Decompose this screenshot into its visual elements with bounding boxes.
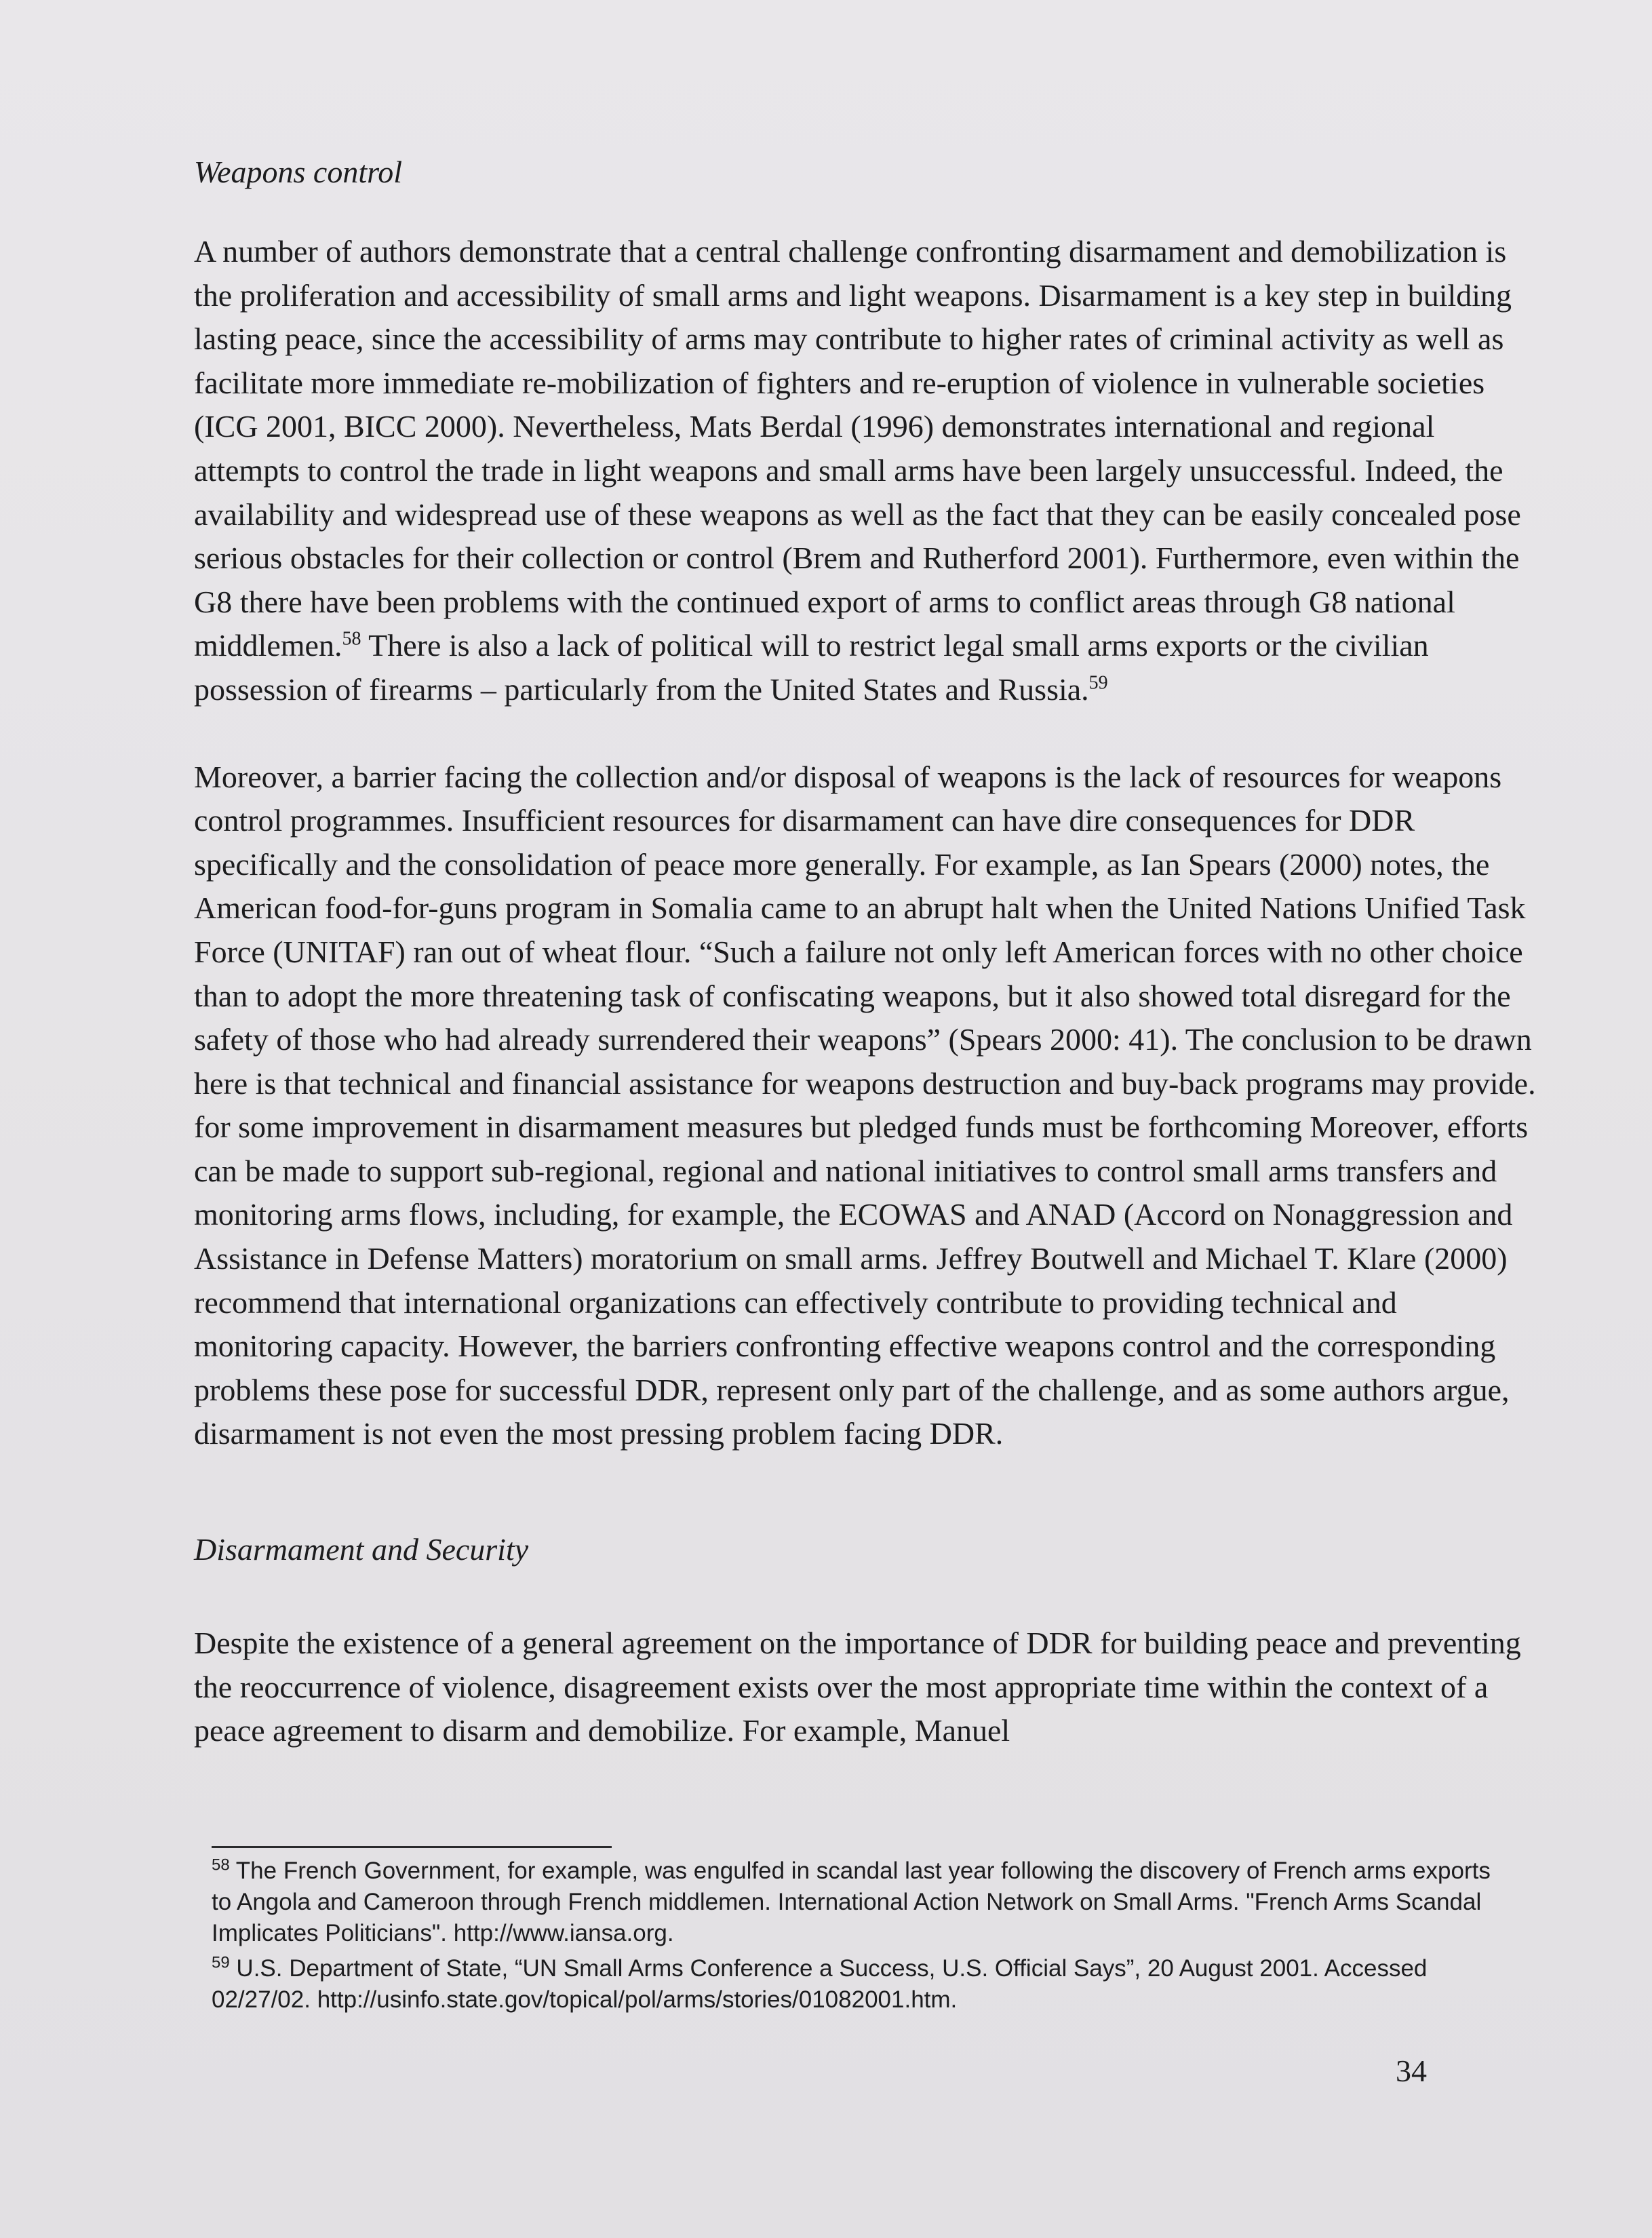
footnote-59: [212, 1953, 1500, 2016]
footnote-text: U.S. Department of State, “UN Small Arms Conference a Success, U.S. Official Says”, 20 August 2001. Accessed 02/27/02. http://usinfo.state.gov/topical/pol/arms/stories/01082001.htm.: [212, 1955, 1428, 2013]
paragraph-weapons-2: Moreover, a barrier facing the collection and/or disposal of weapons is the lack of resources for weapons control programmes. Insufficient resources for disarmament can have dire consequences for DDR specifically and the consolidation of peace more generally. For example, as Ian Spears (2000) notes, the American food-for-guns program in Somalia came to an abrupt halt when the United Nations Unified Task Force (UNITAF) ran out of wheat flour. “Such a failure not only left American forces with no other choice than to adopt the more threatening task of confiscating weapons, but it also showed total disregard for the safety of those who had already surrendered their weapons” (Spears 2000: 41). The conclusion to be drawn here is that technical and financial assistance for weapons destruction and buy-back programs may provide. for some improvement in disarmament measures but pledged funds must be forthcoming Moreover, efforts can be made to support sub-regional, regional and national initiatives to control small arms transfers and monitoring arms flows, including, for example, the ECOWAS and ANAD (Accord on Nonaggression and Assistance in Defense Matters) moratorium on small arms. Jeffrey Boutwell and Michael T. Klare (2000) recommend that international organizations can effectively contribute to providing technical and monitoring capacity. However, the barriers confronting effective weapons control and the corresponding problems these pose for successful DDR, represent only part of the challenge, and as some authors argue, disarmament is not even the most pressing problem facing DDR.: [194, 759, 1536, 1451]
footnotes: [212, 1856, 1500, 2020]
paragraph-weapons-1: [194, 230, 1537, 712]
footnote-number: 59: [212, 1953, 230, 1972]
footnote-ref-59: 59: [1088, 672, 1108, 694]
footnote-ref-58: 58: [342, 629, 361, 650]
footnote-58: [212, 1856, 1500, 1949]
section-heading-weapons-control: Weapons control: [194, 155, 403, 189]
page-number: 34: [1396, 2054, 1427, 2088]
footnote-number: 58: [212, 1856, 230, 1874]
footnote-text: The French Government, for example, was engulfed in scandal last year following the discovery of French arms exports to Angola and Cameroon through French middlemen. International Action Network on Small Arms. "French Arms Scandal Implicates Politicians". http://www.iansa.org.: [212, 1858, 1491, 1946]
paragraph-text: A number of authors demonstrate that a central challenge confronting disarmament and demobilization is the proliferation and accessibility of small arms and light weapons. Disarmament is a key step in building lasting peace, since the accessibility of arms may contribute to higher rates of criminal activity as well as facilitate more immediate re-mobilization of fighters and re-eruption of violence in vulnerable societies (ICG 2001, BICC 2000). Nevertheless, Mats Berdal (1996) demonstrates international and regional attempts to control the trade in light weapons and small arms have been largely unsuccessful. Indeed, the availability and widespread use of these weapons as well as the fact that they can be easily concealed pose serious obstacles for their collection or control (Brem and Rutherford 2001). Furthermore, even within the G8 there have been problems with the continued export of arms to conflict areas through G8 national middlemen.: [194, 234, 1521, 663]
paragraph-text: There is also a lack of political will to restrict legal small arms exports or the civilian possession of firearms – particularly from the United States and Russia.: [194, 628, 1429, 707]
main-text: [194, 153, 1537, 1753]
section-heading-disarmament-security: Disarmament and Security: [194, 1532, 529, 1567]
footnote-separator: [212, 1846, 612, 1848]
paragraph-disarmament-1: Despite the existence of a general agreement on the importance of DDR for building peace and preventing the reoccurrence of violence, disagreement exists over the most appropriate time within the context of a peace agreement to disarm and demobilize. For example, Manuel: [194, 1626, 1521, 1748]
